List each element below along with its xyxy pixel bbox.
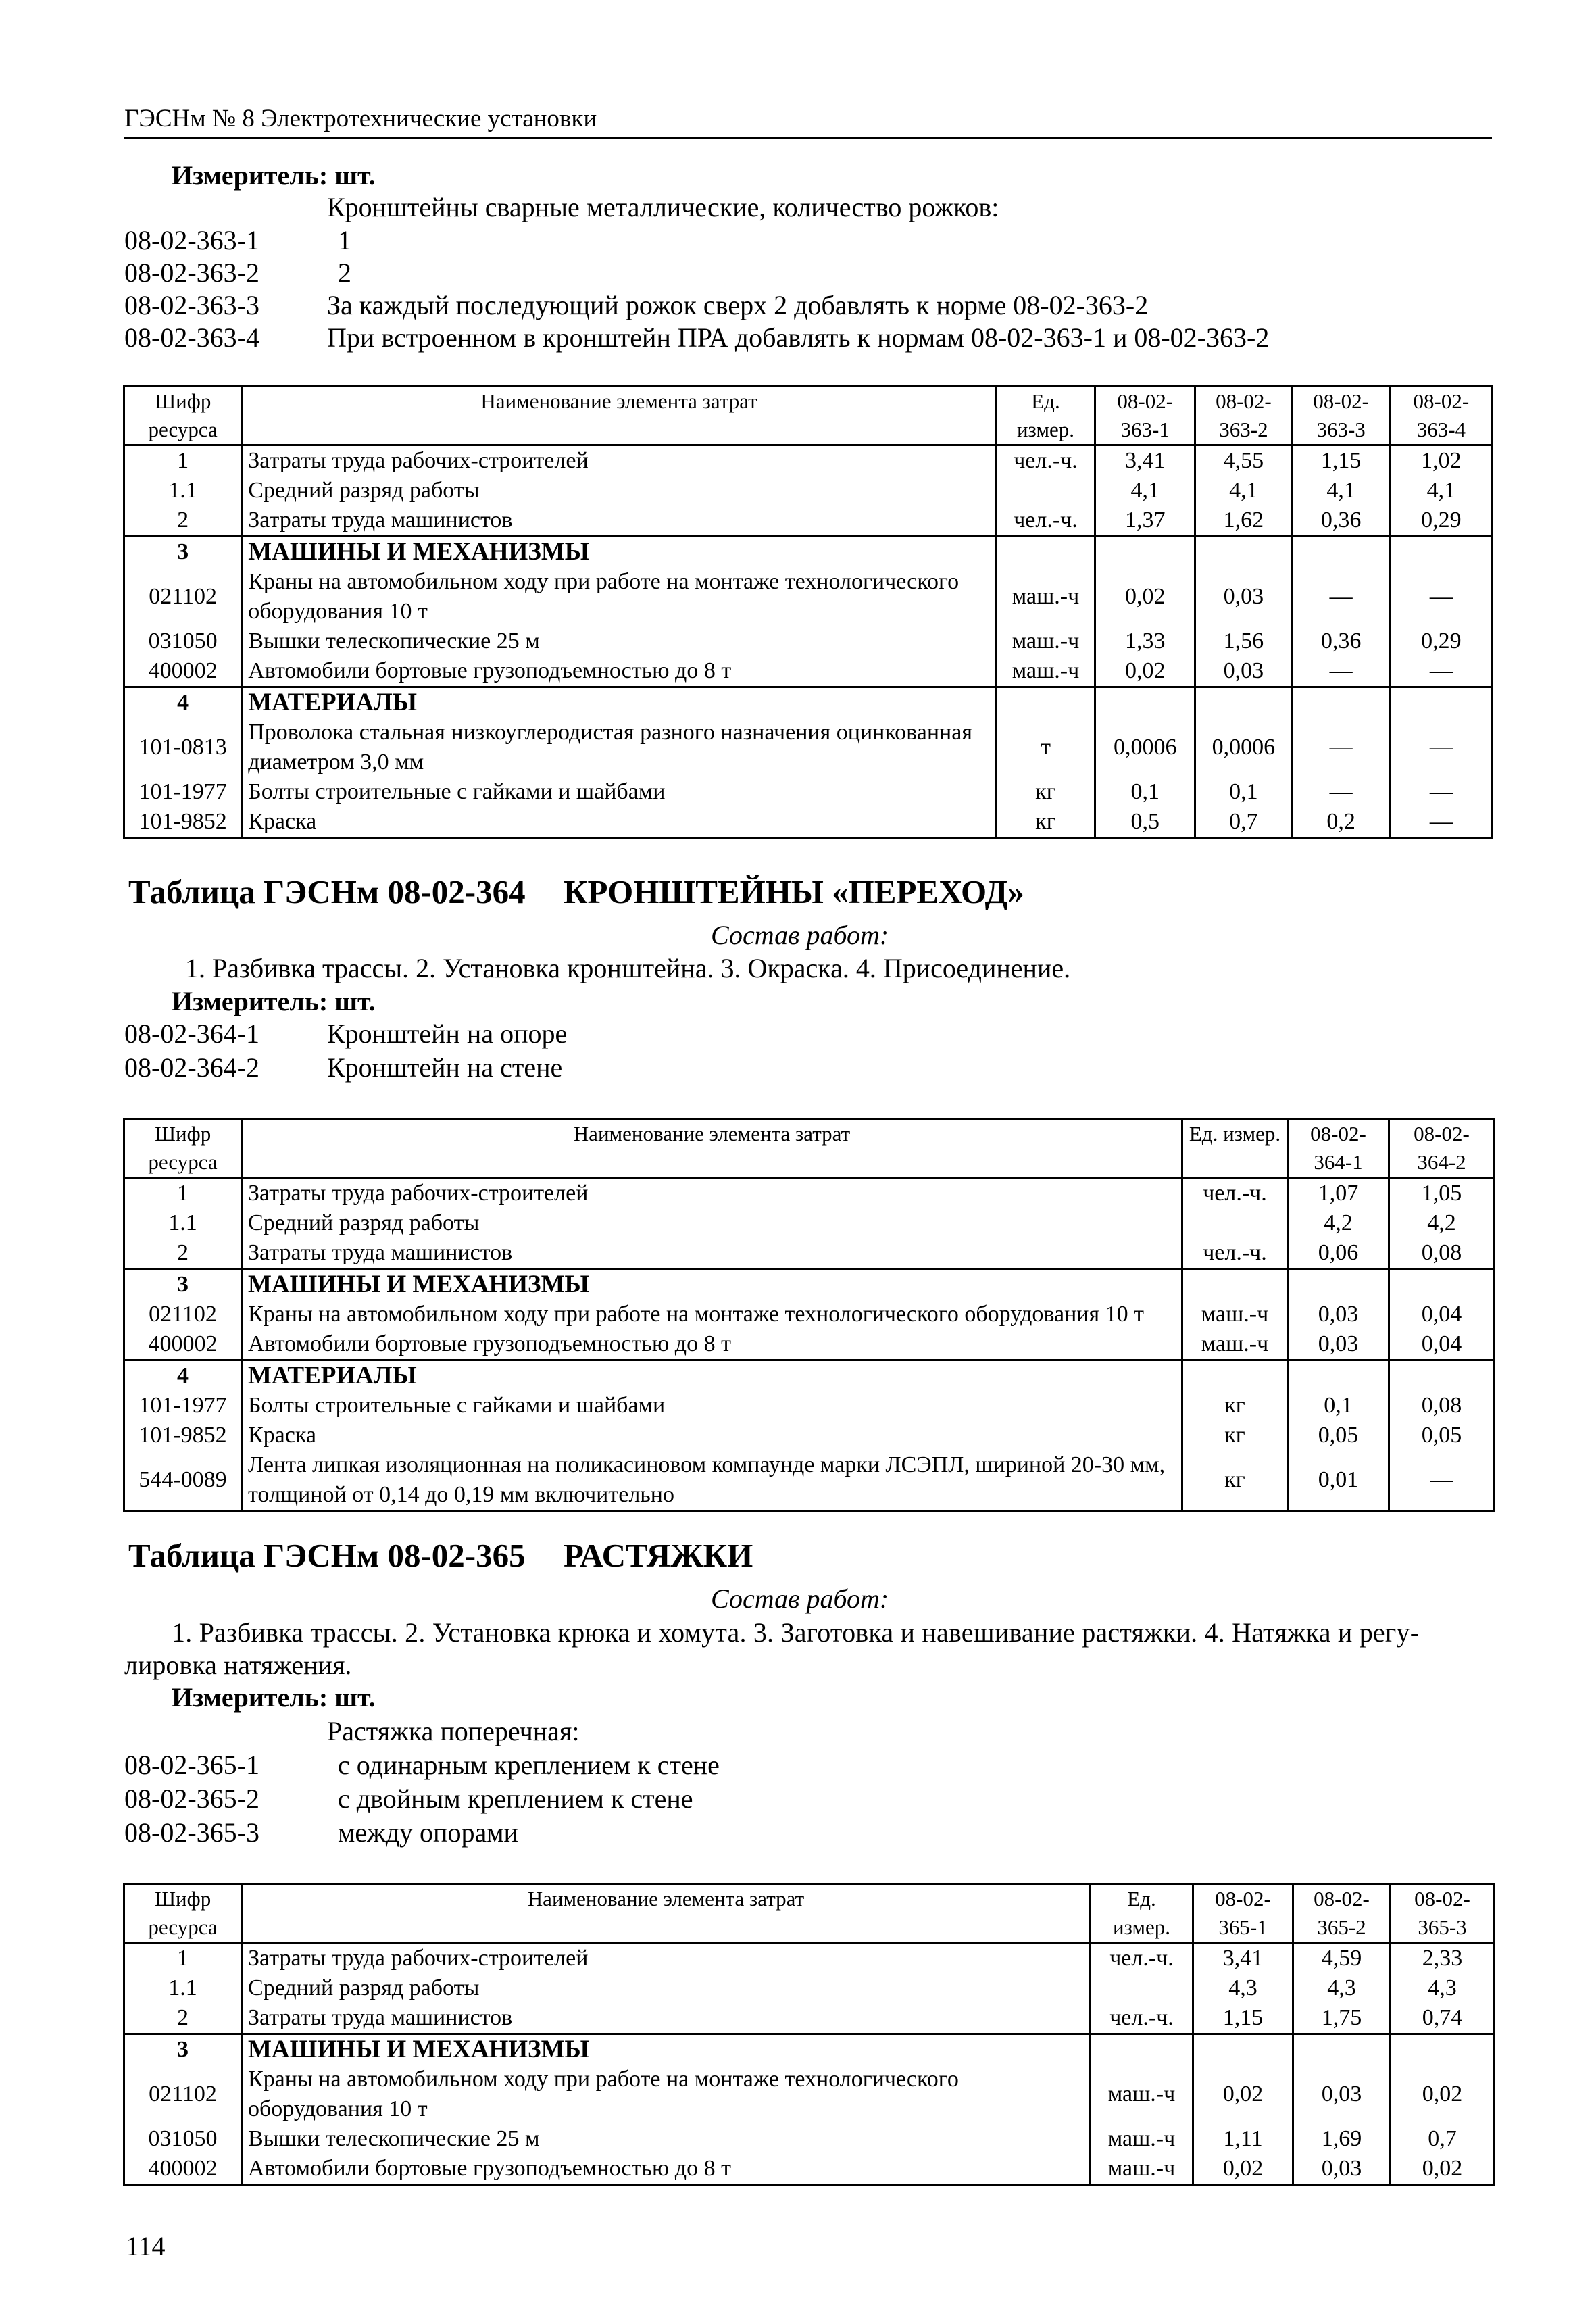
value-cell: 1,75 [1293,2003,1391,2034]
norm-text: с двойным креплением к стене [338,1783,693,1814]
cost-element-name: Краны на автомобильном ходу при работе на монтаже технологического оборудования 10 т [242,1300,1182,1329]
unit-cell: кг [996,777,1095,807]
norm-code: 08-02-363-4 [124,322,259,353]
value-cell: 4,1 [1426,478,1456,503]
resource-code: 3 [124,537,242,568]
value-cell: 0,7 [1195,807,1292,838]
unit-cell [1182,1269,1288,1300]
header-unit: Ед. измер. [1182,1119,1288,1178]
resource-code: 400002 [124,656,242,687]
cost-element-name: Краска [242,1421,1182,1450]
unit-cell: маш.-ч [1182,1300,1288,1329]
resource-table-363 [123,385,1493,839]
value-cell: 4,3 [1193,1973,1293,2003]
resource-table-364 [123,1118,1495,1512]
value-cell: 1,56 [1195,626,1292,656]
value-cell: 0,1 [1195,777,1292,807]
value-cell: 0,08 [1421,1393,1462,1418]
value-cell: 4,59 [1293,1943,1391,1974]
value-cell: — [1390,656,1492,687]
value-cell: 0,06 [1288,1238,1389,1269]
unit-cell: кг [1182,1391,1288,1421]
resource-code: 400002 [124,2154,242,2185]
resource-code: 1.1 [124,1973,242,2003]
unit-cell: маш.-ч [1091,2065,1193,2124]
value-cell [1095,537,1195,568]
unit-cell [1091,1973,1193,2003]
value-cell: 0,02 [1193,2154,1293,2185]
table-header-row [124,1884,1495,1943]
value-cell: 4,2 [1427,1210,1456,1235]
value-cell: 3,41 [1095,445,1195,476]
table-row [124,2154,1495,2185]
value-cell: 0,04 [1389,1329,1495,1360]
value-cell: 1,33 [1095,626,1195,656]
value-cell [1195,687,1292,718]
header-name: Наименование элемента затрат [242,1119,1182,1178]
cost-element-name: Затраты труда рабочих-строителей [242,1943,1091,1974]
norm-text: между опорами [338,1817,518,1848]
table-row [124,1300,1495,1329]
works-365-line1: 1. Разбивка трассы. 2. Установка крюка и хомута. 3. Заготовка и навешивание растяжки. 4. Натяжка и регу- [172,1617,1420,1648]
running-header: ГЭСНм № 8 Электротехнические установки [124,101,1492,139]
norm-text: Кронштейн на опоре [327,1018,568,1049]
resource-code: 021102 [124,1300,242,1329]
works-364: 1. Разбивка трассы. 2. Установка кронштейна. 3. Окраска. 4. Присоединение. [185,953,1071,983]
cost-element-name: МАШИНЫ И МЕХАНИЗМЫ [242,2034,1091,2065]
value-cell [1293,2034,1391,2065]
table-row [124,626,1493,656]
table-row [124,445,1493,476]
resource-code: 1 [124,1178,242,1209]
table-row [124,1421,1495,1450]
header-unit: Ед. измер. [1091,1884,1193,1943]
value-cell: — [1429,779,1453,804]
table-title-code-365: Таблица ГЭСНм 08-02-365 [128,1537,526,1574]
header-norm-code: 08-02-364-1 [1288,1119,1389,1178]
header-unit: Ед. измер. [996,387,1095,445]
resource-code: 1 [124,445,242,476]
intro-365: Растяжка поперечная: [327,1716,580,1746]
value-cell: 0,03 [1195,656,1292,687]
measure-363: Измеритель: шт. [172,160,376,191]
value-cell: 1,15 [1292,445,1390,476]
unit-cell: маш.-ч [1182,1329,1288,1360]
value-cell: 1,05 [1421,1181,1462,1206]
cost-element-name: Болты строительные с гайками и шайбами [242,777,997,807]
value-cell: 1,02 [1421,448,1462,473]
norm-code: 08-02-365-2 [124,1783,259,1814]
resource-code: 101-0813 [124,718,242,777]
value-cell: 0,2 [1292,807,1390,838]
table-row [124,1178,1495,1209]
header-norm-code: 08-02-363-2 [1195,387,1292,445]
cost-element-name: Затраты труда машинистов [242,2003,1091,2034]
value-cell [1390,537,1492,568]
table-title-name-365: РАСТЯЖКИ [564,1537,753,1574]
value-cell: 0,03 [1288,1329,1389,1360]
resource-table-365 [123,1883,1495,2186]
cost-element-name: Лента липкая изоляционная на поликасиновом компаунде марки ЛСЭПЛ, шириной 20-30 мм, толщиной от 0,14 до 0,19 мм включительно [242,1450,1182,1511]
cost-element-name: МАШИНЫ И МЕХАНИЗМЫ [242,1269,1182,1300]
header-code: Шифр ресурса [124,1119,242,1178]
resource-code: 1.1 [124,476,242,506]
table-row [124,777,1493,807]
value-cell: 4,1 [1292,476,1390,506]
resource-code: 1 [124,1943,242,1974]
resource-code: 101-9852 [124,1421,242,1450]
table-row [124,1943,1495,1974]
value-cell: 4,55 [1195,445,1292,476]
works-label-364: Состав работ: [711,920,889,950]
norm-code: 08-02-365-3 [124,1817,259,1848]
resource-code: 031050 [124,2124,242,2154]
unit-cell [996,537,1095,568]
table-row [124,807,1493,838]
value-cell: 1,15 [1193,2003,1293,2034]
value-cell: 0,03 [1195,567,1292,626]
resource-code: 3 [124,2034,242,2065]
header-norm-code: 08-02-363-1 [1095,387,1195,445]
table-row [124,506,1493,537]
table-title-code-364: Таблица ГЭСНм 08-02-364 [128,873,526,910]
value-cell: — [1292,656,1390,687]
unit-cell: маш.-ч [996,656,1095,687]
value-cell: — [1429,735,1453,760]
norm-text: 2 [338,257,351,288]
value-cell: 0,03 [1288,1300,1389,1329]
unit-cell [1091,2034,1193,2065]
unit-cell: чел.-ч. [1182,1238,1288,1269]
unit-cell [996,687,1095,718]
resource-code: 544-0089 [124,1450,242,1511]
header-name: Наименование элемента затрат [242,387,997,445]
header-norm-code: 08-02-365-1 [1193,1884,1293,1943]
section-row [124,2034,1495,2065]
cost-element-name: МАШИНЫ И МЕХАНИЗМЫ [242,537,997,568]
norm-code: 08-02-364-1 [124,1018,259,1049]
cost-element-name: Вышки телескопические 25 м [242,2124,1091,2154]
value-cell: 0,0006 [1095,718,1195,777]
unit-cell: чел.-ч. [996,445,1095,476]
value-cell [1195,537,1292,568]
value-cell: 0,02 [1193,2065,1293,2124]
value-cell: 0,02 [1095,567,1195,626]
unit-cell: кг [1182,1421,1288,1450]
table-row [124,656,1493,687]
table-row [124,567,1493,626]
unit-cell [996,476,1095,506]
norm-text: Кронштейн на стене [327,1052,563,1083]
value-cell [1288,1269,1389,1300]
cost-element-name: Проволока стальная низкоуглеродистая разного назначения оцинкованная диаметром 3,0 мм [242,718,997,777]
cost-element-name: Затраты труда машинистов [242,1238,1182,1269]
resource-code: 101-9852 [124,807,242,838]
norm-code: 08-02-363-2 [124,257,259,288]
table-row [124,1973,1495,2003]
header-code: Шифр ресурса [124,1884,242,1943]
unit-cell: маш.-ч [996,626,1095,656]
cost-element-name: Автомобили бортовые грузоподъемностью до 8 т [242,656,997,687]
value-cell [1292,537,1390,568]
value-cell: 0,05 [1288,1421,1389,1450]
cost-element-name: Вышки телескопические 25 м [242,626,997,656]
resource-code: 400002 [124,1329,242,1360]
table-row [124,1450,1495,1511]
cost-element-name: Автомобили бортовые грузоподъемностью до 8 т [242,1329,1182,1360]
unit-cell [1182,1360,1288,1392]
table-row [124,1238,1495,1269]
unit-cell: маш.-ч [1091,2154,1193,2185]
section-row [124,687,1493,718]
norm-text: За каждый последующий рожок сверх 2 добавлять к норме 08-02-363-2 [327,290,1149,320]
cost-element-name: МАТЕРИАЛЫ [242,1360,1182,1392]
section-row [124,537,1493,568]
resource-code: 1.1 [124,1208,242,1238]
norm-code: 08-02-363-1 [124,225,259,255]
value-cell [1095,687,1195,718]
value-cell: 0,08 [1389,1238,1495,1269]
header-norm-code: 08-02-363-4 [1390,387,1492,445]
works-365-line2: лировка натяжения. [124,1650,352,1680]
table-row [124,2003,1495,2034]
value-cell: 4,1 [1195,476,1292,506]
value-cell: 0,0006 [1195,718,1292,777]
value-cell: 0,01 [1288,1450,1389,1511]
value-cell: 4,3 [1293,1973,1391,2003]
header-name: Наименование элемента затрат [242,1884,1091,1943]
cost-element-name: Средний разряд работы [242,476,997,506]
value-cell: 0,29 [1390,506,1492,537]
value-cell [1390,687,1492,718]
value-cell: — [1292,718,1390,777]
value-cell: — [1429,809,1453,834]
cost-element-name: Краны на автомобильном ходу при работе на монтаже технологического оборудования 10 т [242,567,997,626]
table-header-row [124,1119,1495,1178]
resource-code: 101-1977 [124,1391,242,1421]
value-cell: — [1292,777,1390,807]
cost-element-name: Затраты труда рабочих-строителей [242,445,997,476]
header-code: Шифр ресурса [124,387,242,445]
table-row [124,2124,1495,2154]
resource-code: 101-1977 [124,777,242,807]
header-norm-code: 08-02-363-3 [1292,387,1390,445]
works-label-365: Состав работ: [711,1583,889,1614]
cost-element-name: Средний разряд работы [242,1973,1091,2003]
unit-cell: чел.-ч. [1091,2003,1193,2034]
value-cell [1288,1360,1389,1392]
value-cell: 1,69 [1293,2124,1391,2154]
value-cell: 0,05 [1421,1423,1462,1448]
value-cell: 2,33 [1422,1946,1463,1971]
value-cell: 4,2 [1288,1208,1389,1238]
page-number: 114 [126,2231,166,2261]
table-title-name-364: КРОНШТЕЙНЫ «ПЕРЕХОД» [564,873,1024,910]
cost-element-name: МАТЕРИАЛЫ [242,687,997,718]
value-cell: 4,3 [1428,1975,1457,2000]
norm-text: 1 [338,225,351,255]
value-cell: — [1429,584,1453,609]
unit-cell: кг [996,807,1095,838]
resource-code: 031050 [124,626,242,656]
table-row [124,2065,1495,2124]
cost-element-name: Затраты труда машинистов [242,506,997,537]
resource-code: 021102 [124,567,242,626]
value-cell: 0,02 [1422,2082,1463,2107]
table-row [124,1208,1495,1238]
measure-365: Измеритель: шт. [172,1682,376,1713]
header-norm-code: 08-02-365-2 [1293,1884,1391,1943]
resource-code: 3 [124,1269,242,1300]
table-row [124,1329,1495,1360]
value-cell: 0,1 [1288,1391,1389,1421]
value-cell [1389,1360,1495,1392]
value-cell: 1,37 [1095,506,1195,537]
norm-code: 08-02-364-2 [124,1052,259,1083]
value-cell: 0,04 [1421,1302,1462,1327]
value-cell [1193,2034,1293,2065]
unit-cell: маш.-ч [996,567,1095,626]
unit-cell: маш.-ч [1091,2124,1193,2154]
table-row [124,1391,1495,1421]
value-cell: 0,5 [1095,807,1195,838]
value-cell: 0,36 [1292,626,1390,656]
value-cell: — [1292,567,1390,626]
cost-element-name: Затраты труда рабочих-строителей [242,1178,1182,1209]
value-cell: — [1430,1467,1453,1492]
cost-element-name: Краска [242,807,997,838]
value-cell: 0,03 [1293,2065,1391,2124]
cost-element-name: Краны на автомобильном ходу при работе на монтаже технологического оборудования 10 т [242,2065,1091,2124]
cost-element-name: Автомобили бортовые грузоподъемностью до 8 т [242,2154,1091,2185]
unit-cell: чел.-ч. [996,506,1095,537]
resource-code: 2 [124,1238,242,1269]
value-cell: 0,7 [1428,2126,1457,2151]
value-cell: 0,02 [1422,2156,1463,2181]
unit-cell [1182,1208,1288,1238]
table-row [124,476,1493,506]
value-cell: 1,11 [1193,2124,1293,2154]
header-norm-code: 08-02-365-3 [1391,1884,1495,1943]
unit-cell: кг [1182,1450,1288,1511]
value-cell [1389,1269,1495,1300]
resource-code: 4 [124,687,242,718]
unit-cell: т [996,718,1095,777]
value-cell: 4,1 [1095,476,1195,506]
cost-element-name: Средний разряд работы [242,1208,1182,1238]
resource-code: 4 [124,1360,242,1392]
value-cell: 0,1 [1095,777,1195,807]
value-cell: 0,74 [1391,2003,1495,2034]
value-cell [1292,687,1390,718]
resource-code: 021102 [124,2065,242,2124]
value-cell: 1,07 [1288,1178,1389,1209]
value-cell: 0,02 [1095,656,1195,687]
table-row [124,718,1493,777]
resource-code: 2 [124,506,242,537]
cost-element-name: Болты строительные с гайками и шайбами [242,1391,1182,1421]
unit-cell: чел.-ч. [1091,1943,1193,1974]
value-cell: 0,29 [1421,629,1462,654]
value-cell: 0,03 [1293,2154,1391,2185]
measure-364: Измеритель: шт. [172,986,376,1016]
value-cell: 0,36 [1292,506,1390,537]
norm-code: 08-02-363-3 [124,290,259,320]
value-cell: 1,62 [1195,506,1292,537]
table-header-row [124,387,1493,445]
norm-code: 08-02-365-1 [124,1750,259,1780]
norm-text: При встроенном в кронштейн ПРА добавлять к нормам 08-02-363-1 и 08-02-363-2 [327,322,1270,353]
value-cell [1391,2034,1495,2065]
intro-363: Кронштейны сварные металлические, количество рожков: [327,192,999,222]
section-row [124,1269,1495,1300]
header-norm-code: 08-02-364-2 [1389,1119,1495,1178]
value-cell: 3,41 [1193,1943,1293,1974]
resource-code: 2 [124,2003,242,2034]
unit-cell: чел.-ч. [1182,1178,1288,1209]
section-row [124,1360,1495,1392]
norm-text: с одинарным креплением к стене [338,1750,720,1780]
